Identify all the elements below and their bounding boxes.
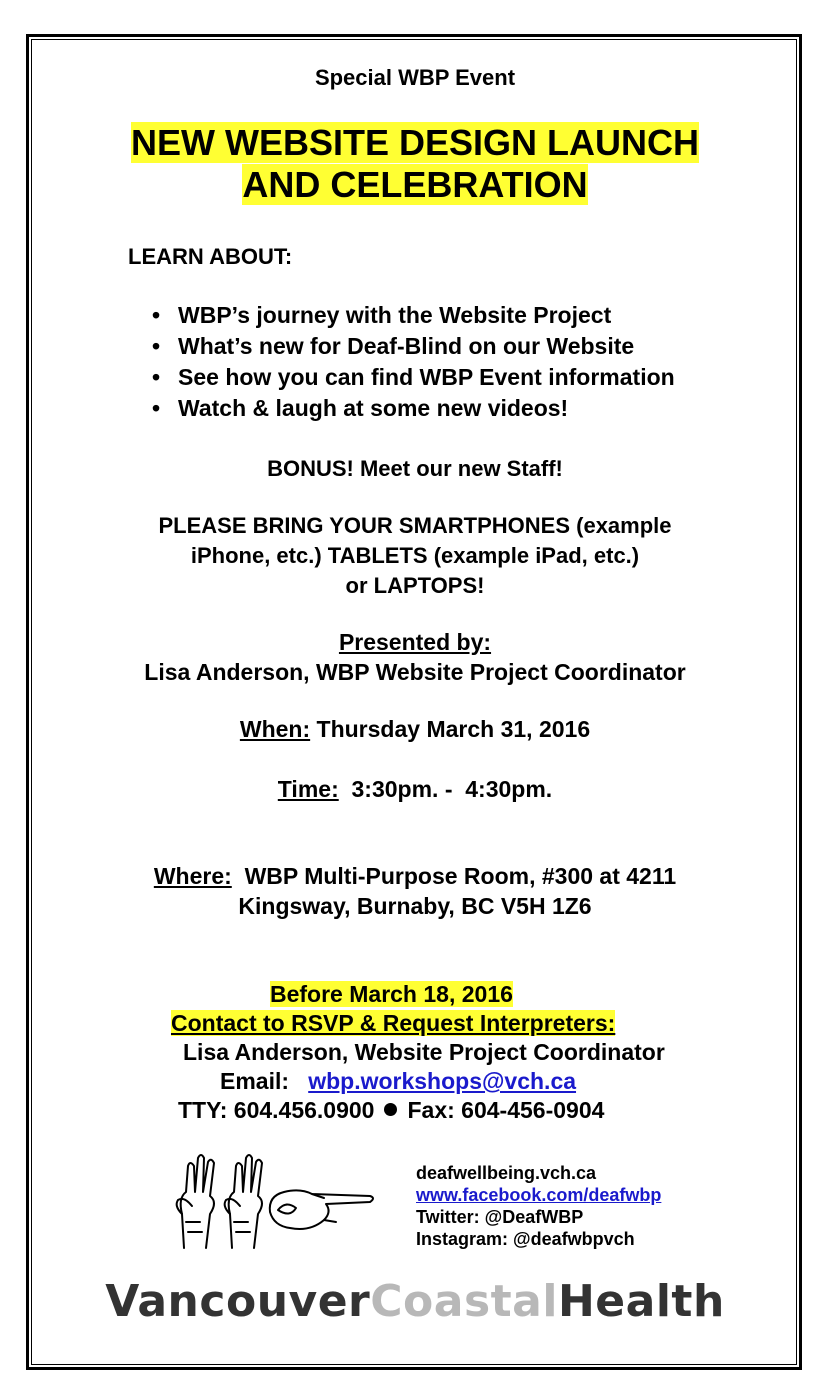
title-line-1-text: NEW WEBSITE DESIGN LAUNCH: [130, 122, 699, 163]
rsvp-contact: Lisa Anderson, Website Project Coordinator: [183, 1039, 665, 1065]
facebook-link[interactable]: www.facebook.com/deafwbp: [416, 1185, 662, 1205]
logo-word-health: Health: [557, 1276, 725, 1327]
learn-item: • Watch & laugh at some new videos!: [150, 393, 675, 424]
website-text: deafwellbeing.vch.ca: [416, 1163, 597, 1183]
learn-list: [150, 300, 675, 424]
rsvp-deadline-row: [270, 979, 513, 1009]
where-line-1: WBP Multi-Purpose Room, #300 at 4211: [244, 863, 677, 889]
time-row: [0, 774, 830, 804]
email-link[interactable]: wbp.workshops@vch.ca: [308, 1068, 577, 1094]
bring-line-2: iPhone, etc.) TABLETS (example iPad, etc.): [190, 543, 640, 568]
learn-heading: LEARN ABOUT:: [128, 244, 293, 269]
sign-language-hands-illustration: [170, 1152, 380, 1252]
hand-w-sign-2: [225, 1155, 262, 1248]
title-line-2: [0, 164, 830, 206]
when-label: When:: [239, 716, 311, 742]
presented-label-row: [0, 627, 830, 657]
title-line-1: [0, 122, 830, 164]
tty-text: TTY: 604.456.0900: [178, 1097, 375, 1123]
bonus-text: BONUS! Meet our new Staff!: [267, 456, 563, 481]
time-value: 3:30pm. - 4:30pm.: [351, 776, 553, 802]
bring-line-1: PLEASE BRING YOUR SMARTPHONES (example: [158, 513, 672, 538]
event-kicker: Special WBP Event: [314, 65, 516, 90]
learn-item: • WBP’s journey with the Website Project: [150, 300, 675, 331]
time-label: Time:: [277, 776, 339, 802]
bring-line-3: or LAPTOPS!: [345, 573, 485, 598]
learn-item: • What’s new for Deaf-Blind on our Website: [150, 331, 675, 362]
where-row: [0, 861, 830, 891]
when-value: Thursday March 31, 2016: [316, 716, 591, 742]
learn-item: • See how you can find WBP Event information: [150, 362, 675, 393]
fax-text: Fax: 604-456-0904: [407, 1097, 605, 1123]
instagram-text: Instagram: @deafwbpvch: [416, 1229, 635, 1249]
where-line-2: Kingsway, Burnaby, BC V5H 1Z6: [238, 893, 592, 919]
logo-word-coastal: Coastal: [370, 1276, 558, 1327]
presenter-name: Lisa Anderson, WBP Website Project Coordinator: [144, 659, 686, 685]
where-label: Where:: [153, 863, 232, 889]
presented-label: Presented by:: [338, 629, 492, 655]
phone-row: [178, 1095, 604, 1125]
logo-word-vancouver: Vancouver: [105, 1276, 371, 1327]
title-line-2-text: AND CELEBRATION: [242, 164, 588, 205]
page-border-inner: [31, 39, 797, 1365]
social-links: [416, 1162, 661, 1250]
rsvp-heading-row: [171, 1008, 615, 1038]
vch-logo: [0, 1276, 830, 1327]
hand-w-sign-1: [177, 1155, 214, 1248]
email-row: [220, 1066, 576, 1096]
rsvp-deadline: Before March 18, 2016: [270, 981, 513, 1007]
twitter-text: Twitter: @DeafWBP: [416, 1207, 584, 1227]
rsvp-heading: Contact to RSVP & Request Interpreters:: [171, 1010, 616, 1036]
hand-pointing-sign: [270, 1190, 373, 1229]
when-row: [0, 714, 830, 744]
bullet-dot: [384, 1103, 397, 1116]
email-label: Email:: [220, 1068, 290, 1094]
